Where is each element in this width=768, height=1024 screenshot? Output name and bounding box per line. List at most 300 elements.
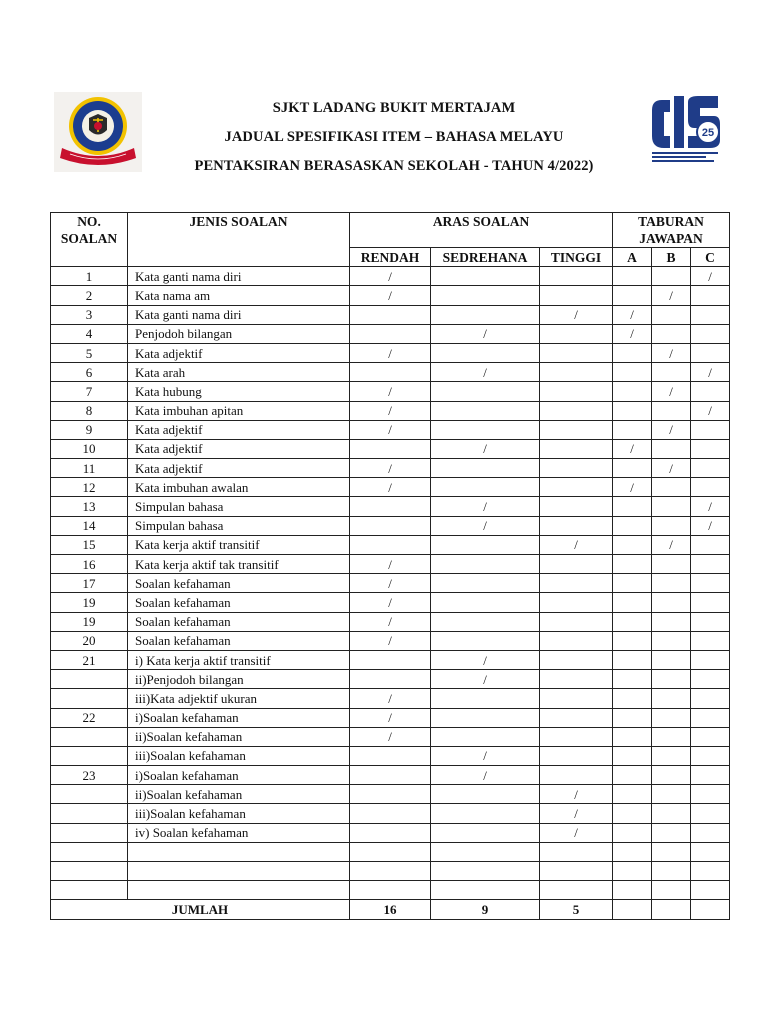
- level-sedrehana-mark: [431, 535, 540, 554]
- table-row: [51, 746, 730, 765]
- level-rendah-mark: [350, 324, 431, 343]
- answer-b-mark: [652, 766, 691, 785]
- anniversary-logo: [648, 92, 724, 166]
- answer-a-mark: [613, 689, 652, 708]
- level-rendah-mark: [350, 305, 431, 324]
- level-tinggi-mark: [540, 516, 613, 535]
- header-taburan-jawapan: TABURAN JAWAPAN: [613, 213, 730, 248]
- table-row: [51, 727, 730, 746]
- level-sedrehana-mark: [431, 459, 540, 478]
- level-rendah-mark: /: [350, 574, 431, 593]
- answer-c-mark: [691, 382, 730, 401]
- level-rendah-mark: [350, 363, 431, 382]
- answer-a-mark: [613, 862, 652, 881]
- question-number: 20: [51, 631, 128, 650]
- answer-a-mark: [613, 804, 652, 823]
- answer-a-mark: [613, 459, 652, 478]
- level-sedrehana-mark: [431, 305, 540, 324]
- level-tinggi-mark: [540, 382, 613, 401]
- answer-c-mark: [691, 439, 730, 458]
- anniversary-25-logo-icon: [648, 92, 724, 166]
- level-rendah-mark: /: [350, 420, 431, 439]
- header-b: B: [652, 248, 691, 267]
- document-header: [150, 94, 638, 181]
- level-sedrehana-mark: [431, 881, 540, 900]
- level-tinggi-mark: /: [540, 305, 613, 324]
- answer-a-mark: [613, 382, 652, 401]
- question-type: Kata ganti nama diri: [128, 305, 350, 324]
- question-type: [128, 881, 350, 900]
- answer-b-mark: /: [652, 420, 691, 439]
- question-number: [51, 785, 128, 804]
- question-number: [51, 689, 128, 708]
- total-c: [691, 900, 730, 919]
- level-sedrehana-mark: /: [431, 363, 540, 382]
- question-number: [51, 670, 128, 689]
- answer-c-mark: [691, 343, 730, 362]
- question-number: [51, 746, 128, 765]
- answer-b-mark: [652, 267, 691, 286]
- answer-a-mark: [613, 842, 652, 861]
- answer-c-mark: [691, 708, 730, 727]
- answer-a-mark: [613, 497, 652, 516]
- question-type: ii)Soalan kefahaman: [128, 785, 350, 804]
- answer-b-mark: [652, 746, 691, 765]
- level-sedrehana-mark: [431, 555, 540, 574]
- level-rendah-mark: [350, 439, 431, 458]
- table-row: [51, 305, 730, 324]
- answer-b-mark: [652, 516, 691, 535]
- question-number: 11: [51, 459, 128, 478]
- header-c: C: [691, 248, 730, 267]
- table-body: [51, 267, 730, 900]
- answer-b-mark: [652, 612, 691, 631]
- answer-a-mark: [613, 670, 652, 689]
- table-row: [51, 535, 730, 554]
- table-row: [51, 862, 730, 881]
- level-tinggi-mark: [540, 746, 613, 765]
- level-tinggi-mark: [540, 439, 613, 458]
- question-type: Kata adjektif: [128, 343, 350, 362]
- level-sedrehana-mark: [431, 708, 540, 727]
- question-number: [51, 727, 128, 746]
- answer-a-mark: [613, 363, 652, 382]
- question-number: 3: [51, 305, 128, 324]
- total-b: [652, 900, 691, 919]
- question-type: [128, 862, 350, 881]
- answer-c-mark: [691, 535, 730, 554]
- answer-a-mark: /: [613, 305, 652, 324]
- document-title: JADUAL SPESIFIKASI ITEM – BAHASA MELAYU: [224, 129, 564, 145]
- level-tinggi-mark: /: [540, 535, 613, 554]
- question-number: 4: [51, 324, 128, 343]
- level-sedrehana-mark: [431, 727, 540, 746]
- svg-text:25: 25: [701, 127, 715, 139]
- answer-c-mark: [691, 459, 730, 478]
- level-tinggi-mark: [540, 670, 613, 689]
- answer-a-mark: /: [613, 324, 652, 343]
- answer-b-mark: /: [652, 286, 691, 305]
- answer-b-mark: [652, 708, 691, 727]
- question-number: 14: [51, 516, 128, 535]
- question-number: 19: [51, 593, 128, 612]
- table-row: [51, 881, 730, 900]
- level-tinggi-mark: [540, 401, 613, 420]
- level-rendah-mark: [350, 516, 431, 535]
- table-row: [51, 343, 730, 362]
- level-tinggi-mark: [540, 555, 613, 574]
- question-number: [51, 862, 128, 881]
- level-rendah-mark: [350, 766, 431, 785]
- question-type: Kata hubung: [128, 382, 350, 401]
- level-sedrehana-mark: [431, 785, 540, 804]
- table-row: [51, 267, 730, 286]
- question-type: i) Kata kerja aktif transitif: [128, 650, 350, 669]
- answer-b-mark: /: [652, 343, 691, 362]
- answer-a-mark: [613, 823, 652, 842]
- answer-b-mark: /: [652, 535, 691, 554]
- level-tinggi-mark: [540, 343, 613, 362]
- level-sedrehana-mark: /: [431, 497, 540, 516]
- question-number: 8: [51, 401, 128, 420]
- table-row: [51, 650, 730, 669]
- level-tinggi-mark: [540, 459, 613, 478]
- level-tinggi-mark: [540, 324, 613, 343]
- answer-a-mark: [613, 401, 652, 420]
- level-rendah-mark: /: [350, 555, 431, 574]
- answer-b-mark: [652, 823, 691, 842]
- table-row: [51, 363, 730, 382]
- level-rendah-mark: [350, 535, 431, 554]
- level-rendah-mark: /: [350, 382, 431, 401]
- answer-b-mark: [652, 842, 691, 861]
- table-row: [51, 555, 730, 574]
- question-type: Simpulan bahasa: [128, 497, 350, 516]
- level-rendah-mark: /: [350, 267, 431, 286]
- total-row: [51, 900, 730, 919]
- level-tinggi-mark: [540, 574, 613, 593]
- table-row: [51, 631, 730, 650]
- answer-a-mark: [613, 766, 652, 785]
- level-sedrehana-mark: [431, 574, 540, 593]
- table-row: [51, 842, 730, 861]
- question-type: Kata imbuhan apitan: [128, 401, 350, 420]
- answer-c-mark: [691, 478, 730, 497]
- level-rendah-mark: /: [350, 727, 431, 746]
- total-rendah: 16: [350, 900, 431, 919]
- answer-a-mark: [613, 631, 652, 650]
- answer-b-mark: [652, 804, 691, 823]
- level-sedrehana-mark: [431, 689, 540, 708]
- question-number: 21: [51, 650, 128, 669]
- level-sedrehana-mark: [431, 804, 540, 823]
- question-type: Kata arah: [128, 363, 350, 382]
- level-sedrehana-mark: /: [431, 670, 540, 689]
- answer-a-mark: [613, 593, 652, 612]
- answer-a-mark: /: [613, 439, 652, 458]
- level-tinggi-mark: [540, 497, 613, 516]
- level-tinggi-mark: [540, 593, 613, 612]
- answer-c-mark: [691, 631, 730, 650]
- answer-a-mark: [613, 650, 652, 669]
- level-tinggi-mark: [540, 766, 613, 785]
- answer-c-mark: /: [691, 516, 730, 535]
- answer-b-mark: /: [652, 459, 691, 478]
- table-row: [51, 459, 730, 478]
- answer-c-mark: [691, 574, 730, 593]
- question-type: Soalan kefahaman: [128, 593, 350, 612]
- question-type: iii)Soalan kefahaman: [128, 804, 350, 823]
- question-type: ii)Soalan kefahaman: [128, 727, 350, 746]
- question-type: iii)Soalan kefahaman: [128, 746, 350, 765]
- level-rendah-mark: [350, 881, 431, 900]
- answer-a-mark: [613, 535, 652, 554]
- school-crest-icon: [54, 92, 142, 172]
- question-type: i)Soalan kefahaman: [128, 708, 350, 727]
- answer-a-mark: [613, 516, 652, 535]
- table-row: [51, 382, 730, 401]
- level-rendah-mark: /: [350, 689, 431, 708]
- answer-a-mark: /: [613, 478, 652, 497]
- question-type: Soalan kefahaman: [128, 574, 350, 593]
- level-tinggi-mark: [540, 689, 613, 708]
- level-tinggi-mark: [540, 420, 613, 439]
- answer-b-mark: /: [652, 382, 691, 401]
- question-number: 23: [51, 766, 128, 785]
- question-number: 17: [51, 574, 128, 593]
- question-type: Kata nama am: [128, 286, 350, 305]
- table-row: [51, 420, 730, 439]
- level-tinggi-mark: [540, 708, 613, 727]
- level-sedrehana-mark: [431, 842, 540, 861]
- answer-b-mark: [652, 305, 691, 324]
- question-number: 19: [51, 612, 128, 631]
- answer-c-mark: [691, 766, 730, 785]
- question-type: Kata kerja aktif transitif: [128, 535, 350, 554]
- question-number: 1: [51, 267, 128, 286]
- level-sedrehana-mark: [431, 286, 540, 305]
- question-number: [51, 823, 128, 842]
- answer-c-mark: [691, 842, 730, 861]
- answer-b-mark: [652, 497, 691, 516]
- level-tinggi-mark: [540, 881, 613, 900]
- answer-c-mark: [691, 804, 730, 823]
- question-type: ii)Penjodoh bilangan: [128, 670, 350, 689]
- level-tinggi-mark: [540, 286, 613, 305]
- header-a: A: [613, 248, 652, 267]
- answer-a-mark: [613, 267, 652, 286]
- answer-b-mark: [652, 555, 691, 574]
- level-sedrehana-mark: [431, 478, 540, 497]
- question-number: 16: [51, 555, 128, 574]
- answer-c-mark: [691, 324, 730, 343]
- level-tinggi-mark: [540, 267, 613, 286]
- header-tinggi: TINGGI: [540, 248, 613, 267]
- question-number: 10: [51, 439, 128, 458]
- answer-a-mark: [613, 612, 652, 631]
- level-sedrehana-mark: [431, 420, 540, 439]
- answer-a-mark: [613, 727, 652, 746]
- level-sedrehana-mark: [431, 267, 540, 286]
- question-number: 7: [51, 382, 128, 401]
- answer-c-mark: /: [691, 401, 730, 420]
- question-type: Soalan kefahaman: [128, 631, 350, 650]
- question-type: Kata adjektif: [128, 439, 350, 458]
- level-sedrehana-mark: [431, 401, 540, 420]
- question-number: [51, 804, 128, 823]
- table-row: [51, 670, 730, 689]
- level-sedrehana-mark: /: [431, 516, 540, 535]
- total-a: [613, 900, 652, 919]
- table-row: [51, 286, 730, 305]
- level-tinggi-mark: [540, 650, 613, 669]
- answer-c-mark: [691, 286, 730, 305]
- total-sedrehana: 9: [431, 900, 540, 919]
- answer-b-mark: [652, 593, 691, 612]
- question-number: 22: [51, 708, 128, 727]
- answer-b-mark: [652, 862, 691, 881]
- answer-b-mark: [652, 631, 691, 650]
- answer-c-mark: [691, 593, 730, 612]
- table-row: [51, 497, 730, 516]
- level-rendah-mark: [350, 497, 431, 516]
- question-type: Kata imbuhan awalan: [128, 478, 350, 497]
- answer-a-mark: [613, 555, 652, 574]
- level-rendah-mark: [350, 862, 431, 881]
- question-type: [128, 842, 350, 861]
- answer-c-mark: [691, 420, 730, 439]
- level-rendah-mark: [350, 746, 431, 765]
- level-tinggi-mark: [540, 862, 613, 881]
- answer-b-mark: [652, 574, 691, 593]
- question-type: Kata ganti nama diri: [128, 267, 350, 286]
- answer-c-mark: [691, 746, 730, 765]
- answer-c-mark: [691, 650, 730, 669]
- level-rendah-mark: [350, 842, 431, 861]
- answer-c-mark: /: [691, 267, 730, 286]
- level-tinggi-mark: [540, 478, 613, 497]
- level-rendah-mark: /: [350, 708, 431, 727]
- question-type: Kata adjektif: [128, 459, 350, 478]
- table-row: [51, 401, 730, 420]
- answer-c-mark: [691, 689, 730, 708]
- answer-b-mark: [652, 401, 691, 420]
- level-rendah-mark: /: [350, 401, 431, 420]
- level-sedrehana-mark: [431, 823, 540, 842]
- table-row: [51, 574, 730, 593]
- answer-c-mark: [691, 612, 730, 631]
- level-sedrehana-mark: [431, 612, 540, 631]
- header-aras-soalan: ARAS SOALAN: [350, 213, 613, 248]
- answer-c-mark: [691, 881, 730, 900]
- question-type: Penjodoh bilangan: [128, 324, 350, 343]
- level-rendah-mark: /: [350, 343, 431, 362]
- level-rendah-mark: [350, 785, 431, 804]
- question-number: 9: [51, 420, 128, 439]
- table-row: [51, 708, 730, 727]
- level-rendah-mark: /: [350, 593, 431, 612]
- answer-b-mark: [652, 363, 691, 382]
- level-rendah-mark: /: [350, 286, 431, 305]
- question-number: 5: [51, 343, 128, 362]
- table-row: [51, 324, 730, 343]
- answer-a-mark: [613, 746, 652, 765]
- question-number: 12: [51, 478, 128, 497]
- level-rendah-mark: /: [350, 459, 431, 478]
- level-tinggi-mark: [540, 727, 613, 746]
- answer-c-mark: /: [691, 497, 730, 516]
- question-type: Kata adjektif: [128, 420, 350, 439]
- level-sedrehana-mark: /: [431, 650, 540, 669]
- answer-a-mark: [613, 785, 652, 804]
- question-type: Kata kerja aktif tak transitif: [128, 555, 350, 574]
- answer-a-mark: [613, 286, 652, 305]
- table-row: [51, 804, 730, 823]
- answer-a-mark: [613, 343, 652, 362]
- answer-c-mark: [691, 823, 730, 842]
- answer-c-mark: [691, 670, 730, 689]
- answer-b-mark: [652, 670, 691, 689]
- level-tinggi-mark: /: [540, 785, 613, 804]
- question-number: 15: [51, 535, 128, 554]
- level-tinggi-mark: [540, 363, 613, 382]
- level-sedrehana-mark: [431, 382, 540, 401]
- total-label: JUMLAH: [51, 900, 350, 919]
- question-number: 13: [51, 497, 128, 516]
- answer-c-mark: [691, 862, 730, 881]
- table-row: [51, 785, 730, 804]
- header-sedrehana: SEDREHANA: [431, 248, 540, 267]
- table-row: [51, 439, 730, 458]
- question-number: [51, 881, 128, 900]
- level-sedrehana-mark: [431, 631, 540, 650]
- level-rendah-mark: [350, 823, 431, 842]
- answer-c-mark: /: [691, 363, 730, 382]
- answer-b-mark: [652, 689, 691, 708]
- answer-c-mark: [691, 727, 730, 746]
- answer-a-mark: [613, 881, 652, 900]
- item-specification-table: [50, 212, 730, 920]
- header-no-soalan: NO. SOALAN: [51, 213, 128, 267]
- table-row: [51, 612, 730, 631]
- question-type: i)Soalan kefahaman: [128, 766, 350, 785]
- question-type: Soalan kefahaman: [128, 612, 350, 631]
- level-sedrehana-mark: [431, 593, 540, 612]
- answer-b-mark: [652, 324, 691, 343]
- level-rendah-mark: [350, 650, 431, 669]
- table-row: [51, 823, 730, 842]
- level-rendah-mark: /: [350, 631, 431, 650]
- answer-b-mark: [652, 881, 691, 900]
- table-row: [51, 478, 730, 497]
- level-sedrehana-mark: /: [431, 746, 540, 765]
- answer-c-mark: [691, 305, 730, 324]
- answer-a-mark: [613, 420, 652, 439]
- level-tinggi-mark: [540, 631, 613, 650]
- answer-c-mark: [691, 555, 730, 574]
- level-tinggi-mark: [540, 612, 613, 631]
- level-tinggi-mark: /: [540, 823, 613, 842]
- answer-b-mark: [652, 439, 691, 458]
- answer-a-mark: [613, 708, 652, 727]
- table-row: [51, 766, 730, 785]
- header-jenis-soalan: JENIS SOALAN: [128, 213, 350, 267]
- answer-b-mark: [652, 478, 691, 497]
- header-rendah: RENDAH: [350, 248, 431, 267]
- level-rendah-mark: /: [350, 612, 431, 631]
- answer-b-mark: [652, 785, 691, 804]
- table-row: [51, 516, 730, 535]
